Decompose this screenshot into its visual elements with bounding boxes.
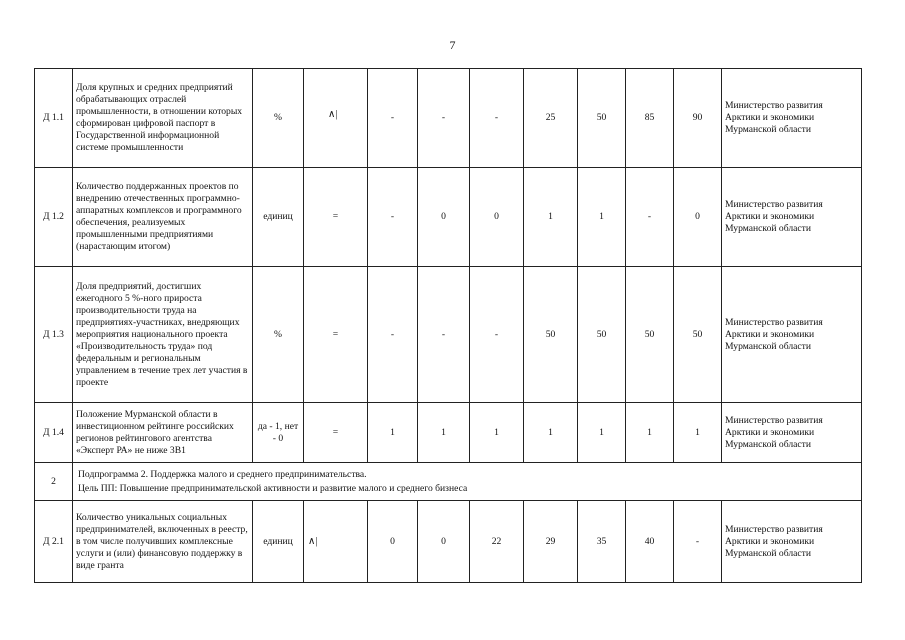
unit: % bbox=[253, 267, 304, 403]
value-cell: 90 bbox=[674, 69, 722, 168]
responsible-org: Министерство развития Арктики и экономики Мурманской области bbox=[722, 267, 862, 403]
value-cell: 1 bbox=[578, 403, 626, 463]
responsible-org: Министерство развития Арктики и экономики Мурманской области bbox=[722, 501, 862, 583]
trend-symbol: = bbox=[304, 267, 368, 403]
value-cell: 40 bbox=[626, 501, 674, 583]
responsible-org: Министерство развития Арктики и экономики Мурманской области bbox=[722, 168, 862, 267]
indicator-name: Количество поддержанных проектов по внедрению отечественных программно-аппаратных комплексов и программного обеспечения, реализуемых промышленными предприятиями (нарастающим итогом) bbox=[73, 168, 253, 267]
unit: единиц bbox=[253, 168, 304, 267]
table-row bbox=[35, 168, 862, 267]
value-cell: - bbox=[470, 267, 524, 403]
value-cell: 35 bbox=[578, 501, 626, 583]
value-cell: 1 bbox=[524, 168, 578, 267]
value-cell: - bbox=[368, 69, 418, 168]
value-cell: 50 bbox=[626, 267, 674, 403]
value-cell: 0 bbox=[470, 168, 524, 267]
row-code: 2 bbox=[35, 463, 73, 501]
row-code: Д 1.4 bbox=[35, 403, 73, 463]
value-cell: - bbox=[470, 69, 524, 168]
subprogram-goal: Цель ПП: Повышение предпринимательской активности и развитие малого и среднего бизнеса bbox=[78, 483, 468, 494]
value-cell: - bbox=[418, 69, 470, 168]
responsible-org: Министерство развития Арктики и экономики Мурманской области bbox=[722, 69, 862, 168]
trend-symbol: ∧| bbox=[304, 501, 368, 583]
subprogram-header bbox=[73, 463, 862, 501]
row-code: Д 1.3 bbox=[35, 267, 73, 403]
value-cell: 0 bbox=[368, 501, 418, 583]
value-cell: 1 bbox=[524, 403, 578, 463]
subprogram-row bbox=[35, 463, 862, 501]
value-cell: - bbox=[368, 168, 418, 267]
value-cell: 1 bbox=[674, 403, 722, 463]
trend-symbol: = bbox=[304, 168, 368, 267]
value-cell: 50 bbox=[524, 267, 578, 403]
table-row bbox=[35, 403, 862, 463]
unit: % bbox=[253, 69, 304, 168]
value-cell: 25 bbox=[524, 69, 578, 168]
row-code: Д 1.2 bbox=[35, 168, 73, 267]
value-cell: 1 bbox=[470, 403, 524, 463]
page-number: 7 bbox=[449, 38, 456, 52]
value-cell: 50 bbox=[578, 69, 626, 168]
table-row bbox=[35, 501, 862, 583]
trend-symbol: ∧| bbox=[304, 69, 368, 168]
table-row bbox=[35, 267, 862, 403]
value-cell: 0 bbox=[418, 501, 470, 583]
value-cell: 29 bbox=[524, 501, 578, 583]
value-cell: - bbox=[626, 168, 674, 267]
unit: единиц bbox=[253, 501, 304, 583]
value-cell: 0 bbox=[418, 168, 470, 267]
responsible-org: Министерство развития Арктики и экономики Мурманской области bbox=[722, 403, 862, 463]
indicator-name: Доля предприятий, достигших ежегодного 5 %-ного прироста производительности труда на предприятиях-участниках, внедряющих мероприятия национального проекта «Производительность труда» под федеральным и региональным управлением в течение трех лет участия в проекте bbox=[73, 267, 253, 403]
row-code: Д 1.1 bbox=[35, 69, 73, 168]
value-cell: - bbox=[368, 267, 418, 403]
row-code: Д 2.1 bbox=[35, 501, 73, 583]
unit: да - 1, нет - 0 bbox=[253, 403, 304, 463]
value-cell: 1 bbox=[626, 403, 674, 463]
subprogram-title: Подпрограмма 2. Поддержка малого и среднего предпринимательства. bbox=[78, 469, 367, 480]
table-row bbox=[35, 69, 862, 168]
value-cell: 1 bbox=[418, 403, 470, 463]
indicator-name: Доля крупных и средних предприятий обрабатывающих отраслей промышленности, в отношении которых сформирован цифровой паспорт в Государственной информационной системе промышленности bbox=[73, 69, 253, 168]
trend-symbol: = bbox=[304, 403, 368, 463]
value-cell: - bbox=[418, 267, 470, 403]
value-cell: 0 bbox=[674, 168, 722, 267]
value-cell: 50 bbox=[674, 267, 722, 403]
value-cell: 1 bbox=[578, 168, 626, 267]
value-cell: 85 bbox=[626, 69, 674, 168]
indicator-name: Положение Мурманской области в инвестиционном рейтинге российских регионов рейтингового агентства «Эксперт РА» не ниже 3В1 bbox=[73, 403, 253, 463]
value-cell: - bbox=[674, 501, 722, 583]
value-cell: 1 bbox=[368, 403, 418, 463]
value-cell: 22 bbox=[470, 501, 524, 583]
value-cell: 50 bbox=[578, 267, 626, 403]
indicators-table bbox=[34, 68, 862, 583]
indicator-name: Количество уникальных социальных предпринимателей, включенных в реестр, в том числе получивших комплексные услуги и (или) финансовую поддержку в виде гранта bbox=[73, 501, 253, 583]
